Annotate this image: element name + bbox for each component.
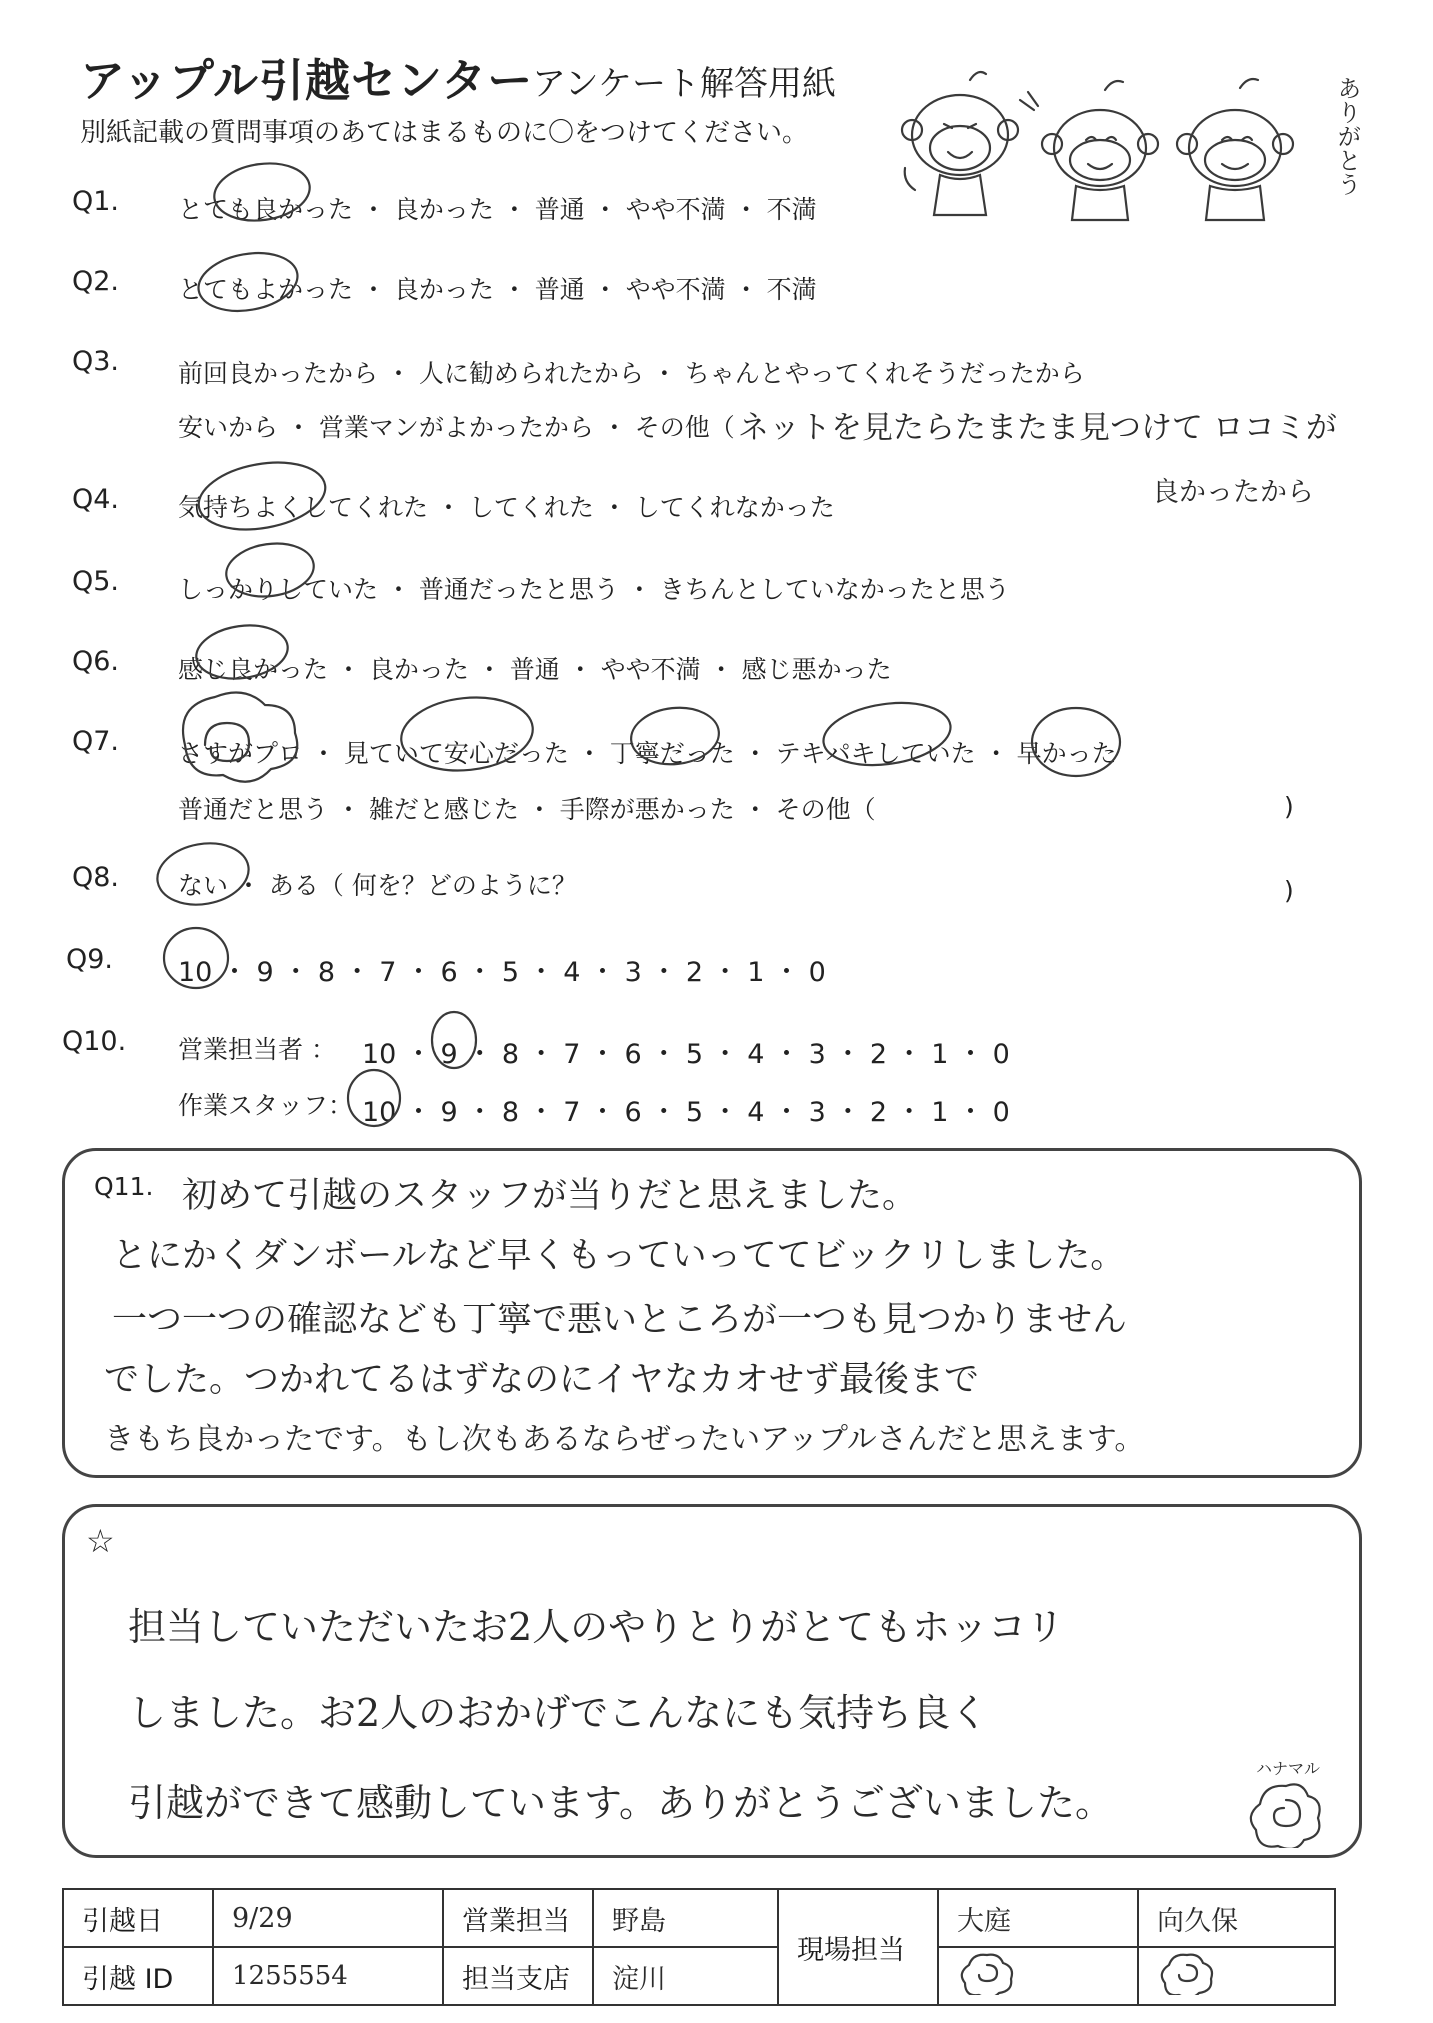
q5-number: Q5. xyxy=(72,566,120,597)
q4-options: 気持ちよくしてくれた ・ してくれた ・ してくれなかった xyxy=(178,493,835,522)
q7-circle-tekipaki xyxy=(819,695,954,772)
q4-answer-circle xyxy=(193,453,330,538)
q6-answer-circle xyxy=(193,620,291,684)
branch-label: 担当支店 xyxy=(443,1947,593,2005)
arigatou-handwriting: ありがとう xyxy=(1333,76,1361,196)
q10-sales-scale: 10 ・ 9 ・ 8 ・ 7 ・ 6 ・ 5 ・ 4 ・ 3 ・ 2 ・ 1 ・ 0 xyxy=(362,1039,1010,1070)
site-staff-1-stamp xyxy=(938,1947,1138,2005)
q3-options-line2: 安いから ・ 営業マンがよかったから ・ その他（ xyxy=(178,413,735,442)
q8-number: Q8. xyxy=(72,862,120,893)
star-line-3: 引越ができて感動しています。ありがとうございました。 xyxy=(128,1781,1113,1825)
hanamaru-icon xyxy=(1246,1778,1326,1848)
form-title: アンケート解答用紙 xyxy=(532,64,836,104)
q3-handwritten-answer-2: 良かったから xyxy=(1152,477,1314,508)
hanamaru-label: ハナマル xyxy=(1256,1759,1321,1778)
q11-line-1: 初めて引越のスタッフが当りだと思えました。 xyxy=(182,1176,918,1216)
branch-name: 淀川 xyxy=(593,1947,778,2005)
sales-label: 営業担当 xyxy=(443,1889,593,1947)
star-line-1: 担当していただいたお2人のやりとりがとてもホッコリ xyxy=(128,1605,1065,1649)
moving-date-value: 9/29 xyxy=(213,1889,443,1947)
q11-line-5: きもち良かったです。もし次もあるならぜったいアップルさんだと思えます。 xyxy=(104,1422,1145,1457)
q10-staff-label: 作業スタッフ： xyxy=(178,1091,354,1120)
q3-options-line1: 前回良かったから ・ 人に勧められたから ・ ちゃんとやってくれそうだったから xyxy=(178,359,1085,388)
moving-date-label: 引越日 xyxy=(63,1889,213,1947)
q8-close-paren: ) xyxy=(1284,876,1294,905)
star-line-2: しました。お2人のおかげでこんなにも気持ち良く xyxy=(128,1691,989,1735)
q6-options: 感じ良かった ・ 良かった ・ 普通 ・ やや不満 ・ 感じ悪かった xyxy=(178,655,892,684)
q9-number: Q9. xyxy=(66,944,114,975)
moving-id-value: 1255554 xyxy=(213,1947,443,2005)
q11-line-3: 一つ一つの確認なども丁寧で悪いところが一つも見つかりません xyxy=(112,1300,1128,1340)
q7-hanamaru-mark xyxy=(183,693,297,782)
q11-line-2: とにかくダンボールなど早くもっていっててビックリしました。 xyxy=(112,1236,1126,1276)
q7-number: Q7. xyxy=(72,726,120,757)
q9-scale: 10 ・ 9 ・ 8 ・ 7 ・ 6 ・ 5 ・ 4 ・ 3 ・ 2 ・ 1 ・ 0 xyxy=(178,957,826,988)
site-staff-1-name: 大庭 xyxy=(938,1889,1138,1947)
q7-close-paren: ) xyxy=(1284,792,1294,821)
q10-sales-circle xyxy=(432,1012,476,1068)
q11-line-4: でした。つかれてるはずなのにイヤなカオせず最後まで xyxy=(104,1360,980,1400)
q3-number: Q3. xyxy=(72,346,120,377)
footer-info-table xyxy=(62,1888,1336,2006)
q7-options-line1: さすがプロ ・ 見ていて安心だった ・ 丁寧だった ・ テキパキしていた ・ 早かった xyxy=(178,739,1117,768)
q7-circle-anshin xyxy=(398,691,537,776)
site-staff-2-stamp xyxy=(1138,1947,1335,2005)
q7-circle-hayakatta xyxy=(1032,708,1120,776)
q10-staff-circle xyxy=(348,1070,400,1126)
q1-options: とても良かった ・ 良かった ・ 普通 ・ やや不満 ・ 不満 xyxy=(178,195,817,224)
q11-label: Q11. xyxy=(94,1172,154,1201)
q1-number: Q1. xyxy=(72,186,120,217)
q2-options: とてもよかった ・ 良かった ・ 普通 ・ やや不満 ・ 不満 xyxy=(178,275,817,304)
q6-number: Q6. xyxy=(72,646,120,677)
q7-options-line2: 普通だと思う ・ 雑だと感じた ・ 手際が悪かった ・ その他（ xyxy=(178,795,876,824)
q10-sales-label: 営業担当者 ： xyxy=(178,1035,336,1064)
site-staff-label: 現場担当 xyxy=(778,1889,938,2005)
q2-number: Q2. xyxy=(72,266,120,297)
q5-answer-circle xyxy=(223,538,317,602)
hanamaru-stamp-icon xyxy=(957,1951,1017,1995)
q4-number: Q4. xyxy=(72,484,120,515)
q8-options: ない ・ ある（ 何を？どのように？ xyxy=(178,871,577,900)
q1-answer-circle xyxy=(211,158,314,227)
q5-options: しっかりしていた ・ 普通だったと思う ・ きちんとしていなかったと思う xyxy=(178,575,1010,604)
q8-answer-circle xyxy=(152,836,253,911)
q9-answer-circle xyxy=(164,928,228,988)
q2-answer-circle xyxy=(194,246,302,319)
star-icon: ☆ xyxy=(86,1522,115,1560)
q3-handwritten-answer-1: ネットを見たらたまたま見つけて ロコミが xyxy=(738,410,1337,446)
q10-staff-scale: 10 ・ 9 ・ 8 ・ 7 ・ 6 ・ 5 ・ 4 ・ 3 ・ 2 ・ 1 ・ 0 xyxy=(362,1097,1010,1128)
site-staff-2-name: 向久保 xyxy=(1138,1889,1335,1947)
instruction-text: 別紙記載の質問事項のあてはまるものに〇をつけてください。 xyxy=(80,118,809,148)
company-title: アップル引越センター xyxy=(80,54,534,107)
moving-id-label: 引越 ID xyxy=(63,1947,213,2005)
q7-circle-teinei xyxy=(628,704,721,769)
q10-number: Q10. xyxy=(62,1026,127,1057)
hanamaru-stamp-icon xyxy=(1157,1951,1217,1995)
sales-name: 野島 xyxy=(593,1889,778,1947)
